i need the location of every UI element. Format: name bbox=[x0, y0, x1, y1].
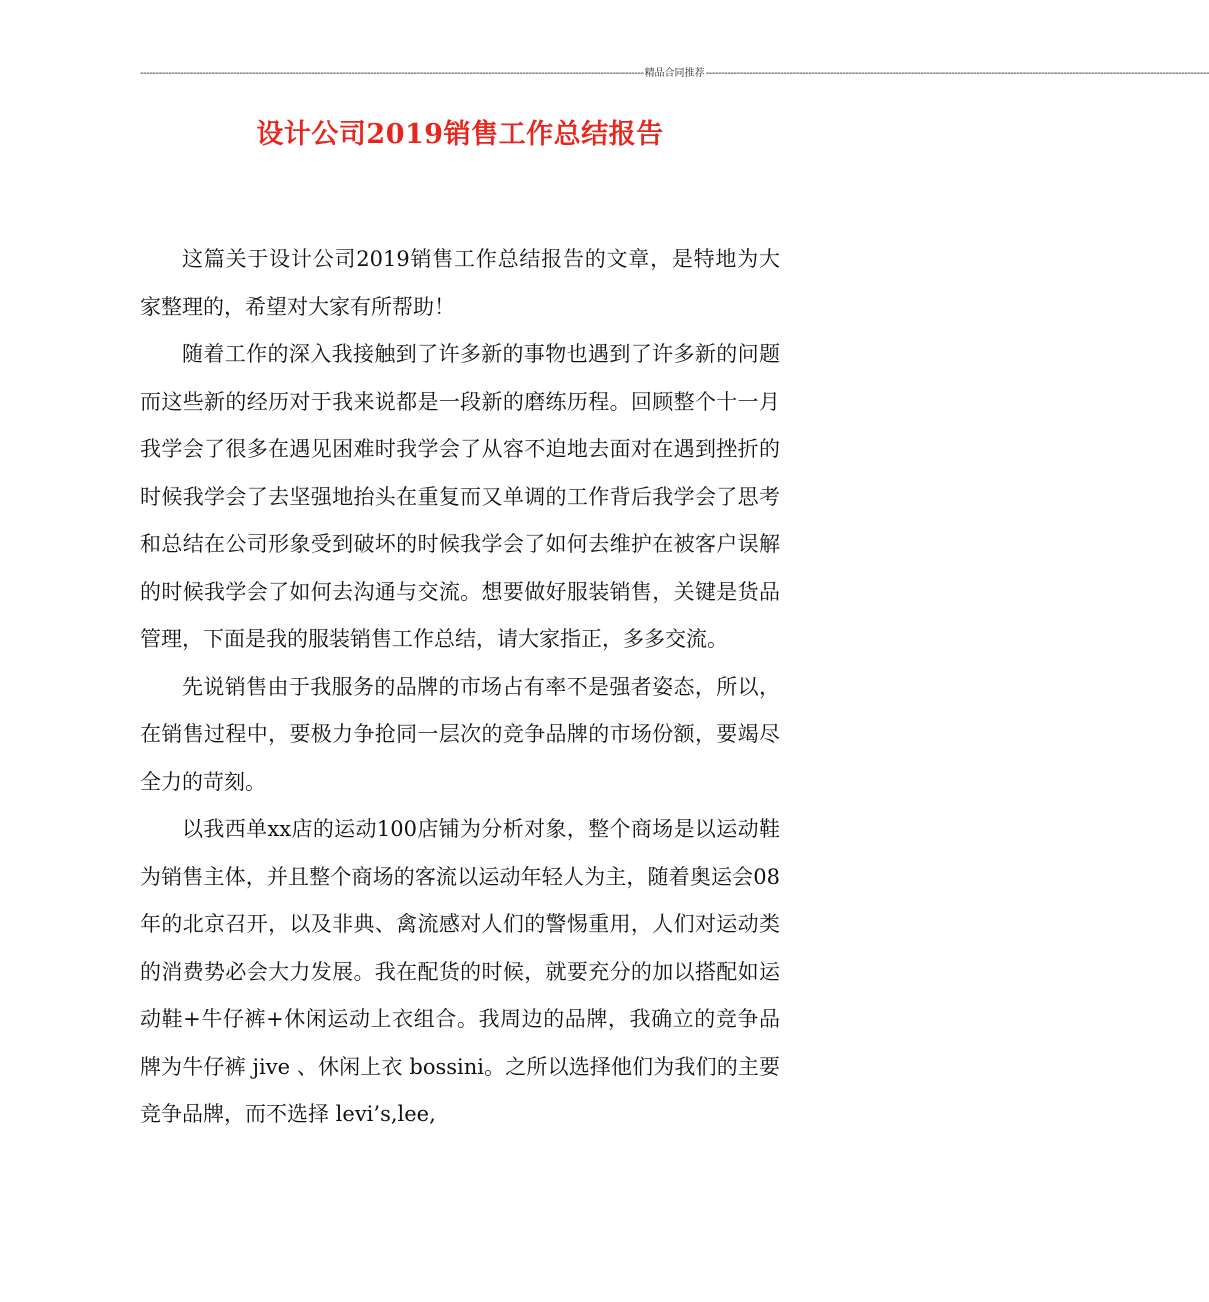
paragraph-sales: 先说销售由于我服务的品牌的市场占有率不是强者姿态，所以，在销售过程中，要极力争抢同一层次的竞争品牌的市场份额，要竭尽全力的苛刻。 bbox=[140, 674, 780, 794]
paragraph-store-analysis: 以我西单xx店的运动100店铺为分析对象，整个商场是以运动鞋为销售主体，并且整个商场的客流以运动年轻人为主，随着奥运会08年的北京召开，以及非典、禽流感对人们的警惕重用，人们对运动类的消费势必会大力发展。我在配货的时候，就要充分的加以搭配如运动鞋+牛仔裤+休闲运动上衣组合。我周边的品牌，我确立的竞争品牌为牛仔裤 jive 、休闲上衣 bossini。之所以选择他们为我们的主要竞争品牌，而不选择 levi’s,lee, bbox=[140, 817, 780, 1126]
paragraph-intro: 这篇关于设计公司2019销售工作总结报告的文章，是特地为大家整理的，希望对大家有所帮助！ bbox=[140, 247, 780, 319]
header-label: 精品合同推荐 bbox=[644, 68, 705, 79]
document-body bbox=[140, 236, 780, 1139]
paragraph-experience: 随着工作的深入我接触到了许多新的事物也遇到了许多新的问题而这些新的经历对于我来说都是一段新的磨练历程。回顾整个十一月我学会了很多在遇见困难时我学会了从容不迫地去面对在遇到挫折的时候我学会了去坚强地抬头在重复而又单调的工作背后我学会了思考和总结在公司形象受到破坏的时候我学会了如何去维护在被客户误解的时候我学会了如何去沟通与交流。想要做好服装销售，关键是货品管理，下面是我的服装销售工作总结，请大家指正，多多交流。 bbox=[140, 342, 780, 651]
document-title: 设计公司2019销售工作总结报告 bbox=[256, 119, 664, 150]
header-right-dashes: ------------------------------------------------------------------------------------------------------------------------------------------------------------------ bbox=[705, 68, 1209, 79]
header-left-dashes: ------------------------------------------------------------------------------------------------------------------------------------------------------------------ bbox=[140, 68, 644, 79]
page-header bbox=[140, 66, 1209, 82]
